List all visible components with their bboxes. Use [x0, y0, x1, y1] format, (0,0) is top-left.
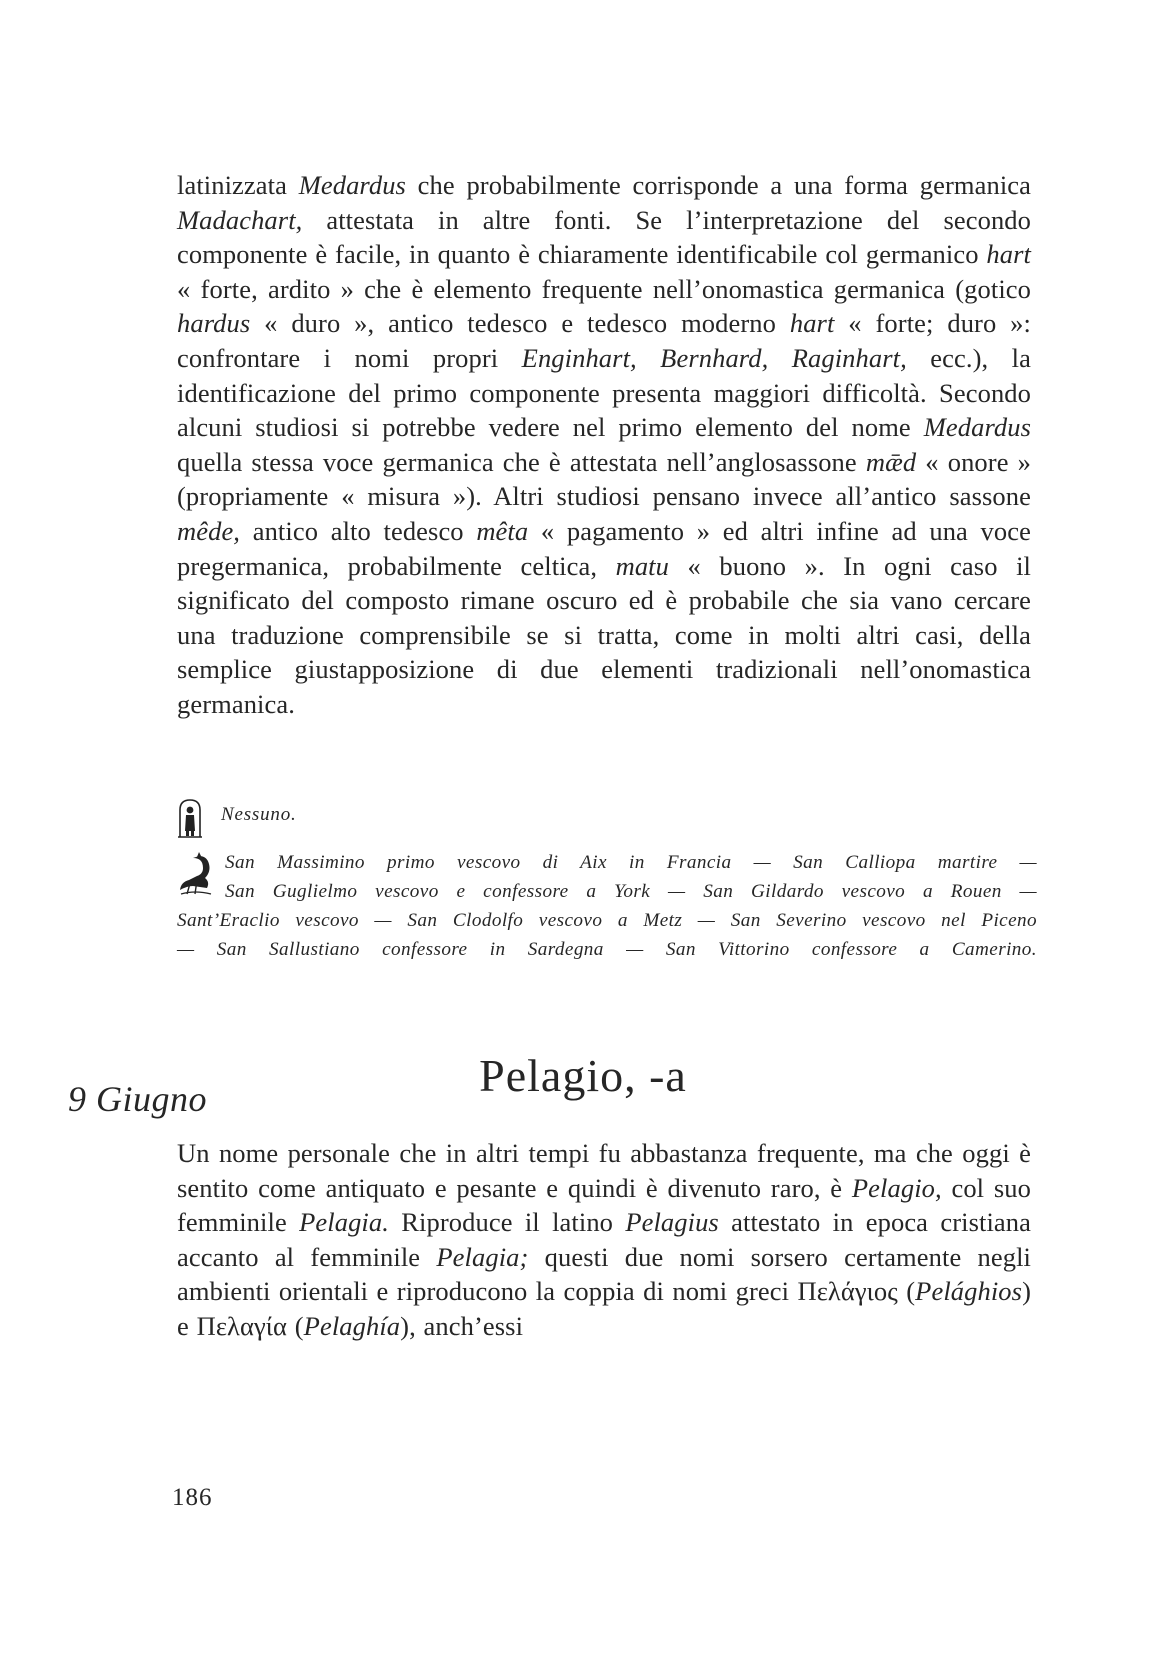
- text-run: ecc.), la identificazione del primo componente presenta maggiori difficoltà. Secondo alcuni studiosi si potrebbe vedere nel primo elemento del nome: [177, 342, 1031, 443]
- text-run: « forte, ardito » che è elemento frequente nell’onomastica germanica (gotico: [177, 273, 1031, 304]
- paragraph-pelagio: [177, 1136, 1031, 1344]
- saints-list: [177, 848, 1037, 964]
- italic-term: Pelagia.: [299, 1207, 389, 1238]
- saints-line: [177, 877, 1037, 906]
- italic-term: mǣd: [865, 446, 917, 477]
- feast-none-label: Nessuno.: [221, 804, 297, 825]
- saints-line-text: San Massimino primo vescovo di Aix in Francia — San Calliopa martire —: [225, 852, 1037, 873]
- text-run: « duro », antico tedesco e tedesco moderno: [250, 308, 790, 339]
- italic-term: matu: [615, 550, 669, 581]
- feast-row-none: [177, 798, 1037, 838]
- text-run: Un nome personale che in altri tempi fu abbastanza frequente, ma che oggi è sentito come antiquato e pesante e quindi è divenuto raro, è: [177, 1138, 1031, 1203]
- entry-title: Pelagio, -a: [479, 1049, 687, 1101]
- saints-line: [177, 906, 1037, 935]
- text-run: questi due nomi sorsero certamente negli ambienti orientali e riproducono la coppia di nomi greci Πελάγιος (: [177, 1241, 1032, 1307]
- italic-term: Pelaghía: [303, 1310, 401, 1341]
- bird-emblem-icon: [177, 850, 213, 896]
- feast-row-saints: [177, 848, 1037, 964]
- text-run: Riproduce il latino: [388, 1207, 626, 1238]
- text-run: latinizzata: [177, 170, 299, 200]
- saints-line-text: Sant’Eraclio vescovo — San Clodolfo vescovo a Metz — San Severino vescovo nel Piceno: [177, 910, 1037, 931]
- italic-term: Madachart,: [177, 204, 303, 235]
- italic-term: Enginhart, Bernhard, Raginhart,: [521, 342, 907, 373]
- italic-term: hart: [986, 239, 1031, 270]
- text-run: attestato in epoca cristiana accanto al femminile: [177, 1207, 1031, 1272]
- saints-line-text: — San Sallustiano confessore in Sardegna — San Vittorino confessore a Camerino.: [177, 939, 1037, 960]
- text-run: « pagamento » ed altri infine ad una voce pregermanica, probabilmente celtica,: [177, 515, 1031, 581]
- paragraph-text: [177, 1136, 1031, 1344]
- italic-term: Medardus: [298, 170, 406, 200]
- text-run: « buono ». In ogni caso il significato del composto rimane oscuro ed è probabile che sia vano cercare una traduzione comprensibile se si tratta, come in molti altri casi, della semplice giustapposizione di due elementi tradizionali nell’onomastica germanica.: [177, 550, 1031, 719]
- saints-line-text: San Guglielmo vescovo e confessore a York — San Gildardo vescovo a Rouen —: [225, 881, 1037, 902]
- text-run: ) e Πελαγία (: [177, 1276, 1031, 1341]
- italic-term: hart: [789, 308, 835, 339]
- italic-term: Pelagius: [625, 1207, 719, 1238]
- text-run: antico alto tedesco: [240, 515, 477, 546]
- paragraph-medardus: [177, 168, 1031, 722]
- italic-term: mêta: [476, 515, 529, 546]
- italic-term: Medardus: [923, 412, 1031, 443]
- italic-term: hardus: [177, 308, 251, 339]
- text-run: « onore » (propriamente « misura »). Altri studiosi pensano invece all’antico sassone: [177, 446, 1031, 512]
- saints-line: [177, 935, 1037, 964]
- text-run: attestata in altre fonti. Se l’interpretazione del secondo componente è facile, in quanto è chiaramente identificabile col germanico: [177, 204, 1031, 270]
- text-run: « forte; duro »: confrontare i nomi propri: [177, 308, 1031, 373]
- saint-figure-icon: [177, 798, 203, 838]
- italic-term: Pelagio,: [851, 1172, 942, 1203]
- paragraph-text: [177, 168, 1031, 722]
- text-run: quella stessa voce germanica che è attestata nell’anglosassone: [177, 446, 866, 477]
- italic-term: Pelághios: [915, 1276, 1023, 1307]
- text-run: ), anch’essi: [400, 1310, 524, 1341]
- page-number: 186: [172, 1484, 213, 1511]
- entry-date: 9 Giugno: [68, 1079, 207, 1119]
- saints-line: [177, 848, 1037, 877]
- italic-term: mêde,: [177, 515, 241, 546]
- text-run: col suo femminile: [177, 1172, 1031, 1238]
- text-run: che probabilmente corrisponde a una forma germanica: [405, 170, 1031, 200]
- italic-term: Pelagia;: [436, 1241, 529, 1272]
